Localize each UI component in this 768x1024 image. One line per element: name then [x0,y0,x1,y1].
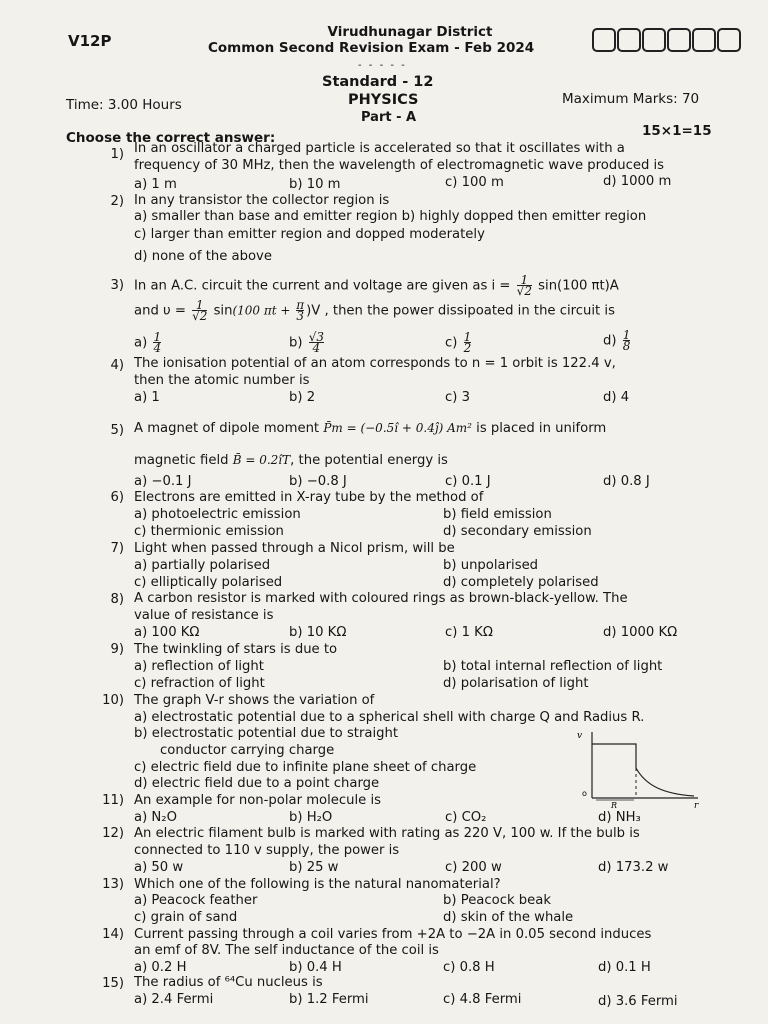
marks-total: 15×1=15 [642,123,712,139]
question-number: 6) [110,490,124,505]
option-d: d) 0.8 J [603,474,650,489]
option-d: d) skin of the whale [443,910,574,925]
question-text-part: , the potential energy is [290,453,448,468]
option-label: d) [603,333,617,349]
question-text: An example for non-polar molecule is [134,793,381,808]
numerator: 1 [195,298,204,312]
option-d: d) 0.1 H [598,960,651,975]
option-a: a) 100 KΩ [134,625,200,640]
option-a: a) reflection of light [134,659,264,674]
option-a: a) Peacock feather [134,893,258,908]
option-b: b) 10 m [289,177,341,192]
option-d: d) secondary emission [443,524,592,539]
question-text-part: sin [213,303,233,319]
option-a: a) partially polarised [134,558,271,573]
decay-curve [636,768,694,796]
question-text-part: and υ = [134,303,186,319]
register-box [592,28,616,52]
question-text: frequency of 30 MHz, then the wavelength of electromagnetic wave produced is [134,158,665,173]
numerator: 1 [463,330,472,344]
paper-code: V12P [68,32,112,50]
option-d: d) polarisation of light [443,676,589,691]
option-b: b) Peacock beak [443,893,551,908]
part-label: Part - A [361,110,417,125]
option-d: d) NH₃ [598,810,641,825]
question-text: Which one of the following is the natural nanomaterial? [134,877,501,892]
origin-label: o [582,789,587,798]
question-number: 10) [102,693,124,708]
option-ab: a) smaller than base and emitter region b) highly dopped then emitter region [134,209,647,224]
option-c: c) 0.1 J [445,474,491,489]
denominator: √2 [192,309,208,323]
option-c: c) 3 [445,390,470,405]
question-text-part: )V , then the power dissipoated in the circuit is [306,303,615,319]
numerator: 1 [520,273,529,287]
question-text [134,421,606,436]
question-text: In an oscillator a charged particle is accelerated so that it oscillates with a [134,141,625,156]
option-a [134,332,163,353]
option-label: a) [134,335,148,351]
question-number: 2) [110,194,124,209]
register-box [692,28,716,52]
question-number: 13) [102,877,124,892]
option-b-continued: conductor carrying charge [160,743,335,758]
question-text [134,275,619,296]
option-a: a) −0.1 J [134,474,192,489]
numerator: 1 [153,330,162,344]
option-c: c) thermionic emission [134,524,284,539]
option-c: c) electric field due to infinite plane sheet of charge [134,760,477,775]
question-number: 9) [110,642,124,657]
question-text: An electric filament bulb is marked with rating as 220 V, 100 w. If the bulb is [134,826,640,841]
option-c: c) 1 KΩ [445,625,493,640]
option-a: a) 1 [134,390,160,405]
fraction [464,332,472,353]
standard-label: Standard - 12 [322,74,434,90]
fraction [153,332,161,353]
question-text: In any transistor the collector region is [134,193,390,208]
denominator: 3 [296,309,305,323]
option-b: b) 2 [289,390,316,405]
numerator: 1 [622,328,631,342]
denominator: 4 [309,342,324,353]
question-text: Light when passed through a Nicol prism, will be [134,541,455,556]
fraction [296,300,304,321]
fraction [623,330,631,351]
question-text-part: A magnet of dipole moment [134,421,320,436]
option-d: d) 1000 m [603,174,672,189]
option-c: c) elliptically polarised [134,575,283,590]
option-label: b) [289,335,303,351]
question-text [134,453,448,468]
option-d: d) 4 [603,390,630,405]
question-text: then the atomic number is [134,373,310,388]
numerator: π [296,298,305,312]
question-number: 15) [102,976,124,991]
register-box [717,28,741,52]
question-number: 8) [110,592,124,607]
option-a: a) 2.4 Fermi [134,992,214,1007]
subject-title: PHYSICS [348,92,419,108]
question-number: 11) [102,793,124,808]
option-a: a) photoelectric emission [134,507,301,522]
question-number: 5) [110,423,124,438]
question-text-part: magnetic field [134,453,229,468]
option-c: c) 0.8 H [443,960,495,975]
max-marks-label: Maximum Marks: 70 [562,91,700,107]
question-number: 12) [102,826,124,841]
question-text-part: In an A.C. circuit the current and voltage are given as i = [134,278,511,294]
question-text: The radius of ⁶⁴Cu nucleus is [134,975,323,990]
question-number: 3) [110,278,124,293]
option-label: c) [445,335,458,351]
option-a: a) electrostatic potential due to a spherical shell with charge Q and Radius R. [134,710,645,725]
option-b: b) unpolarised [443,558,539,573]
magnetic-field-expression: B̄ = 0.2îT [232,453,291,467]
denominator: 4 [153,341,162,355]
time-label: Time: 3.00 Hours [66,97,182,113]
denominator: 8 [622,339,631,353]
option-d: d) completely polarised [443,575,599,590]
r-axis-label: r [694,801,699,810]
option-d: d) electric field due to a point charge [134,776,380,791]
question-number: 1) [110,147,124,162]
register-box [617,28,641,52]
option-b: b) field emission [443,507,552,522]
v-r-graph [576,728,706,810]
district-title: Virudhunagar District [327,24,493,40]
instruction: Choose the correct answer: [66,130,276,146]
exam-title: Common Second Revision Exam - Feb 2024 [208,40,535,56]
question-text: The graph V-r shows the variation of [134,693,375,708]
question-number: 7) [110,541,124,556]
option-b: b) −0.8 J [289,474,347,489]
option-b: b) H₂O [289,810,333,825]
option-a: a) N₂O [134,810,177,825]
numerator: √3 [308,330,325,344]
option-d: d) 3.6 Fermi [598,994,678,1009]
option-c: c) refraction of light [134,676,265,691]
question-text: connected to 110 v supply, the power is [134,843,400,858]
question-text: value of resistance is [134,608,274,623]
question-text: The twinkling of stars is due to [134,642,338,657]
option-c: c) CO₂ [445,810,487,825]
option-c: c) 4.8 Fermi [443,992,522,1007]
option-b: b) total internal reflection of light [443,659,663,674]
option-b: b) 10 KΩ [289,625,347,640]
question-text: A carbon resistor is marked with coloured rings as brown-black-yellow. The [134,591,628,606]
fraction [517,275,532,296]
option-b [289,332,326,353]
option-d [603,330,632,351]
radius-label: R [611,801,618,810]
denominator: 2 [463,341,472,355]
option-c: c) 100 m [445,175,504,190]
option-d: d) none of the above [134,249,272,264]
option-b: b) 1.2 Fermi [289,992,369,1007]
option-d: d) 1000 KΩ [603,625,678,640]
fraction [309,332,324,353]
dash-divider: - - - - - [358,60,407,71]
register-box [642,28,666,52]
question-text-part: is placed in uniform [476,421,607,436]
question-text: Electrons are emitted in X-ray tube by the method of [134,490,484,505]
option-c: c) grain of sand [134,910,238,925]
dipole-moment-expression: P̄m = (−0.5î + 0.4ĵ) Am² [323,421,472,435]
question-text: Current passing through a coil varies from +2A to −2A in 0.05 second induces [134,927,652,942]
option-b: b) electrostatic potential due to straight [134,726,399,741]
register-box [667,28,691,52]
register-number-boxes [592,28,742,52]
v-axis-label: v [577,731,583,741]
fraction [192,300,207,321]
question-number: 14) [102,927,124,942]
option-d: d) 173.2 w [598,860,669,875]
question-number: 4) [110,358,124,373]
denominator: √2 [516,284,532,298]
option-c [445,332,473,353]
option-a: a) 1 m [134,177,177,192]
option-a: a) 50 w [134,860,184,875]
option-b: b) 0.4 H [289,960,342,975]
question-text: an emf of 8V. The self inductance of the coil is [134,943,439,958]
option-c: c) larger than emitter region and dopped moderately [134,227,485,242]
question-text-part: sin(100 πt)A [538,278,619,294]
option-c: c) 200 w [445,860,502,875]
constant-potential-line [592,744,636,768]
question-text: The ionisation potential of an atom corresponds to n = 1 orbit is 122.4 v, [134,356,616,371]
option-a: a) 0.2 H [134,960,187,975]
option-b: b) 25 w [289,860,339,875]
question-text [134,300,615,321]
question-text-part: (100 πt + [232,303,295,318]
